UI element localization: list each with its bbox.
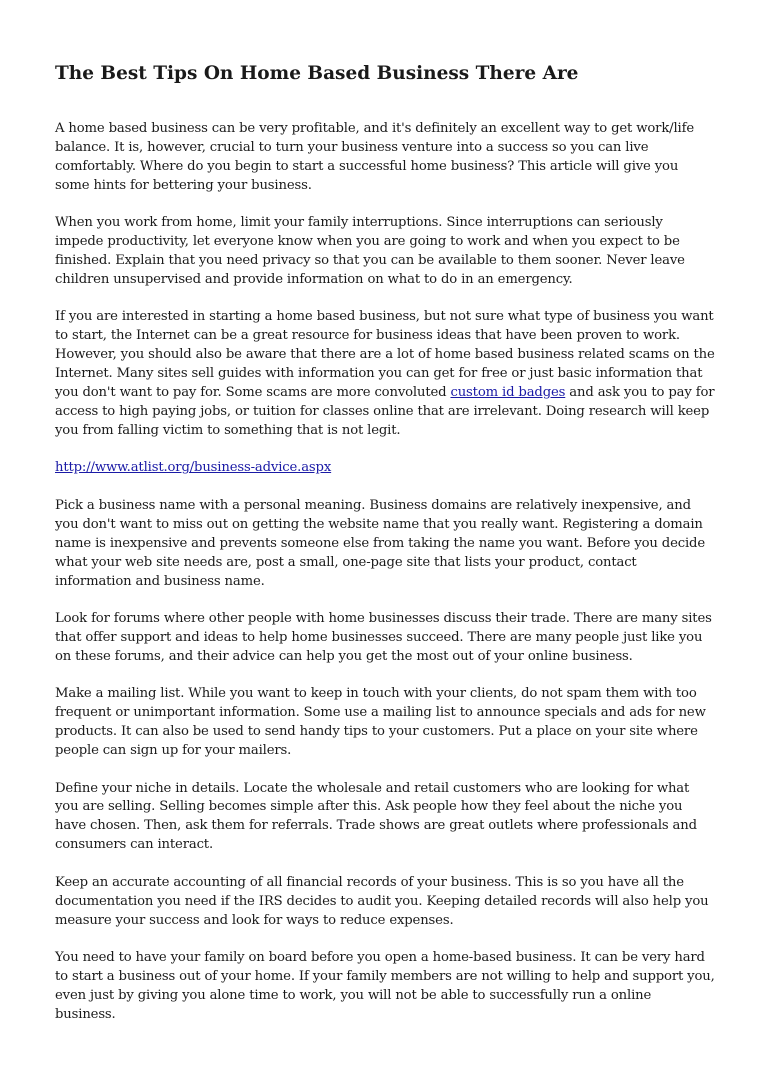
document-title: The Best Tips On Home Based Business There Are [55, 63, 579, 84]
paragraph-text: If you are interested in starting a home based business, but not sure what type of business you want to start, the Internet can be a great resource for business ideas that have been proven to work. However, you should also be aware that there are a lot of home based business related scams on the Internet. Many sites sell guides with information you can get for free or just basic information that you don't want to pay for. Some scams are more convoluted [55, 309, 715, 401]
paragraph-family-support: You need to have your family on board before you open a home-based business. It can be very hard to start a business out of your home. If your family members are not willing to help and support you, even just by giving you alone time to work, you will not be able to successfully run a online business. [55, 950, 715, 1022]
paragraph-accounting: Keep an accurate accounting of all financial records of your business. This is so you have all the documentation you need if the IRS decides to audit you. Keeping detailed records will also help you measure your success and look for ways to reduce expenses. [55, 874, 709, 928]
paragraph-business-name: Pick a business name with a personal meaning. Business domains are relatively inexpensive, and you don't want to miss out on getting the website name that you really want. Registering a domain name is inexpensive and prevents someone else from taking the name you want. Before you decide what your web site needs are, post a small, one-page site that lists your product, contact information and business name. [55, 497, 705, 589]
paragraph-forums: Look for forums where other people with home businesses discuss their trade. There are many sites that offer support and ideas to help home businesses succeed. There are many people just like you on these forums, and their advice can help you get the most out of your online business. [55, 611, 712, 664]
business-advice-link[interactable]: http://www.atlist.org/business-advice.aspx [55, 460, 332, 476]
paragraph-url [55, 459, 715, 478]
paragraph-mailing-list: Make a mailing list. While you want to keep in touch with your clients, do not spam them with too frequent or unimportant information. Some use a mailing list to announce specials and ads for new products. It can also be used to send handy tips to your customers. Put a place on your site where people can sign up for your mailers. [55, 686, 706, 759]
paragraph-internet-scams [55, 308, 715, 440]
paragraph-niche: Define your niche in details. Locate the wholesale and retail customers who are looking for what you are selling. Selling becomes simple after this. Ask people how they feel about the niche you have chosen. Then, ask them for referrals. Trade shows are great outlets where professionals and consumers can interact. [55, 780, 697, 853]
paragraph-text: and ask you to pay for access to high paying jobs, or tuition for classes online that are irrelevant. Doing research will keep you from falling victim to something that is not legit. [55, 385, 715, 438]
custom-id-badges-link[interactable]: custom id badges [450, 385, 566, 401]
paragraph-family-interruptions: When you work from home, limit your family interruptions. Since interruptions can seriously impede productivity, let everyone know when you are going to work and when you expect to be finished. Explain that you need privacy so that you can be available to them sooner. Never leave children unsupervised and provide information on what to do in an emergency. [55, 215, 685, 287]
paragraph-intro: A home based business can be very profitable, and it's definitely an excellent way to get work/life balance. It is, however, crucial to turn your business venture into a success so you can live comfortably. Where do you begin to start a successful home business? This article will give you some hints for bettering your business. [55, 121, 694, 193]
document-page [55, 62, 715, 1043]
